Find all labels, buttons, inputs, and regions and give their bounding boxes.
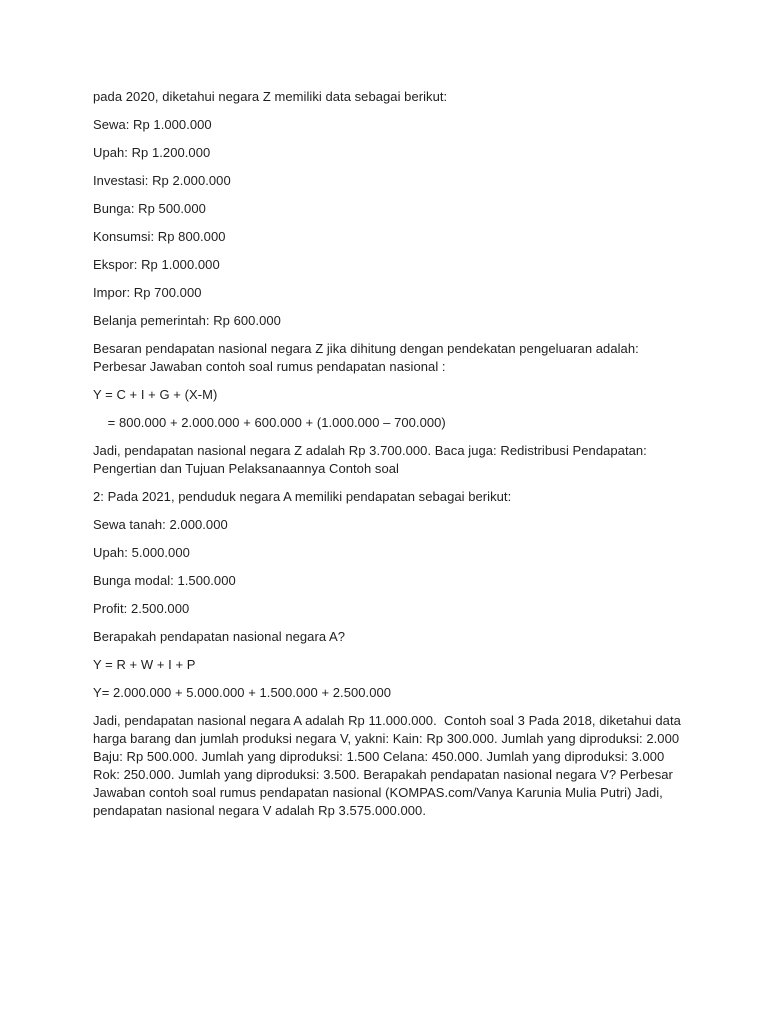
paragraph-impor: Impor: Rp 700.000 xyxy=(93,285,202,300)
paragraph-sewa-tanah: Sewa tanah: 2.000.000 xyxy=(93,517,228,532)
paragraph-upah-a: Upah: 5.000.000 xyxy=(93,545,190,560)
paragraph-calculation-a: Y= 2.000.000 + 5.000.000 + 1.500.000 + 2.500.000 xyxy=(93,685,392,700)
paragraph-calculation-z: = 800.000 + 2.000.000 + 600.000 + (1.000.000 – 700.000) xyxy=(93,415,446,430)
paragraph-bunga-modal: Bunga modal: 1.500.000 xyxy=(93,573,236,588)
paragraph-bunga: Bunga: Rp 500.000 xyxy=(93,201,206,216)
paragraph-konsumsi: Konsumsi: Rp 800.000 xyxy=(93,229,226,244)
paragraph-profit: Profit: 2.500.000 xyxy=(93,601,190,616)
paragraph-ekspor: Ekspor: Rp 1.000.000 xyxy=(93,257,220,272)
document-body xyxy=(93,88,683,830)
paragraph-upah: Upah: Rp 1.200.000 xyxy=(93,145,211,160)
paragraph-question-z: Besaran pendapatan nasional negara Z jika dihitung dengan pendekatan pengeluaran adalah: Perbesar Jawaban contoh soal rumus pendapatan nasional : xyxy=(93,341,643,374)
paragraph-intro: pada 2020, diketahui negara Z memiliki data sebagai berikut: xyxy=(93,89,448,104)
paragraph-intro-a: 2: Pada 2021, penduduk negara A memiliki pendapatan sebagai berikut: xyxy=(93,489,512,504)
paragraph-formula-income: Y = R + W + I + P xyxy=(93,657,196,672)
paragraph-sewa: Sewa: Rp 1.000.000 xyxy=(93,117,212,132)
paragraph-belanja-pemerintah: Belanja pemerintah: Rp 600.000 xyxy=(93,313,281,328)
paragraph-investasi: Investasi: Rp 2.000.000 xyxy=(93,173,231,188)
paragraph-answer-a-and-v: Jadi, pendapatan nasional negara A adalah Rp 11.000.000. Contoh soal 3 Pada 2018, diketahui data harga barang dan jumlah produksi negara V, yakni: Kain: Rp 300.000. Jumlah yang diproduksi: 2.000 Baju: Rp 500.000. Jumlah yang diproduksi: 1.500 Celana: 450.000. Jumlah yang diproduksi: 3.000 Rok: 250.000. Jumlah yang diproduksi: 3.500. Berapakah pendapatan nasional negara V? Perbesar Jawaban contoh soal rumus pendapatan nasional (KOMPAS.com/Vanya Karunia Mulia Putri) Jadi, pendapatan nasional negara V adalah Rp 3.575.000.000. xyxy=(93,713,685,818)
paragraph-answer-z: Jadi, pendapatan nasional negara Z adalah Rp 3.700.000. Baca juga: Redistribusi Pendapatan: Pengertian dan Tujuan Pelaksanaannya Contoh soal xyxy=(93,443,651,476)
paragraph-question-a: Berapakah pendapatan nasional negara A? xyxy=(93,629,346,644)
paragraph-formula-expenditure: Y = C + I + G + (X-M) xyxy=(93,387,218,402)
